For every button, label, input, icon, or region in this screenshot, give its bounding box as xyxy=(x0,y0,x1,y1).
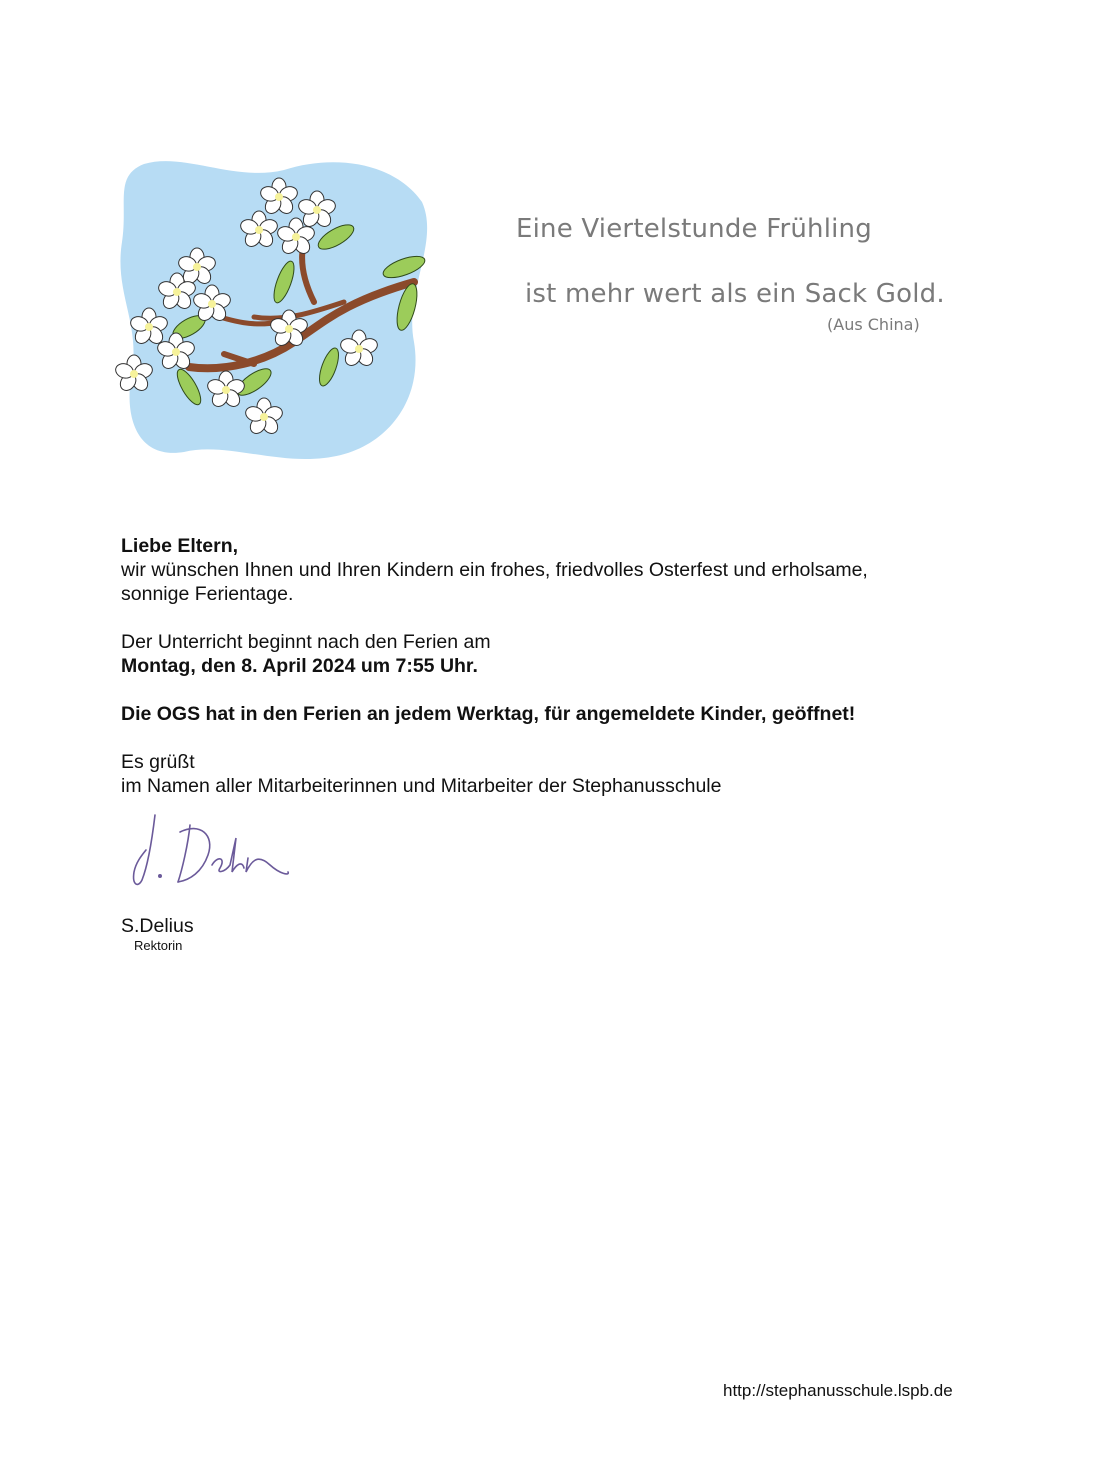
handwritten-signature-icon xyxy=(130,810,300,890)
school-start-intro: Der Unterricht beginnt nach den Ferien am xyxy=(121,631,491,653)
quote-source: (Aus China) xyxy=(827,315,920,334)
blossom-branch-illustration xyxy=(104,142,440,464)
closing-line-2: im Namen aller Mitarbeiterinnen und Mitarbeiter der Stephanusschule xyxy=(121,775,722,797)
letter-body xyxy=(121,534,981,798)
signer-role: Rektorin xyxy=(134,938,183,953)
footer-url-link[interactable]: http://stephanusschule.lspb.de xyxy=(723,1381,953,1400)
school-start-date: Montag, den 8. April 2024 um 7:55 Uhr. xyxy=(121,655,478,677)
wish-line-2: sonnige Ferientage. xyxy=(121,583,294,605)
closing-line-1: Es grüßt xyxy=(121,751,195,773)
quote-line-1: Eine Viertelstunde Frühling xyxy=(516,214,872,244)
quote-line-2: ist mehr wert als ein Sack Gold. xyxy=(525,279,945,309)
greeting: Liebe Eltern, xyxy=(121,535,239,557)
signer-name: S.Delius xyxy=(121,915,194,937)
ogs-notice: Die OGS hat in den Ferien an jedem Werktag, für angemeldete Kinder, geöffnet! xyxy=(121,703,856,725)
wish-line-1: wir wünschen Ihnen und Ihren Kindern ein frohes, friedvolles Osterfest und erholsame, xyxy=(121,559,868,581)
